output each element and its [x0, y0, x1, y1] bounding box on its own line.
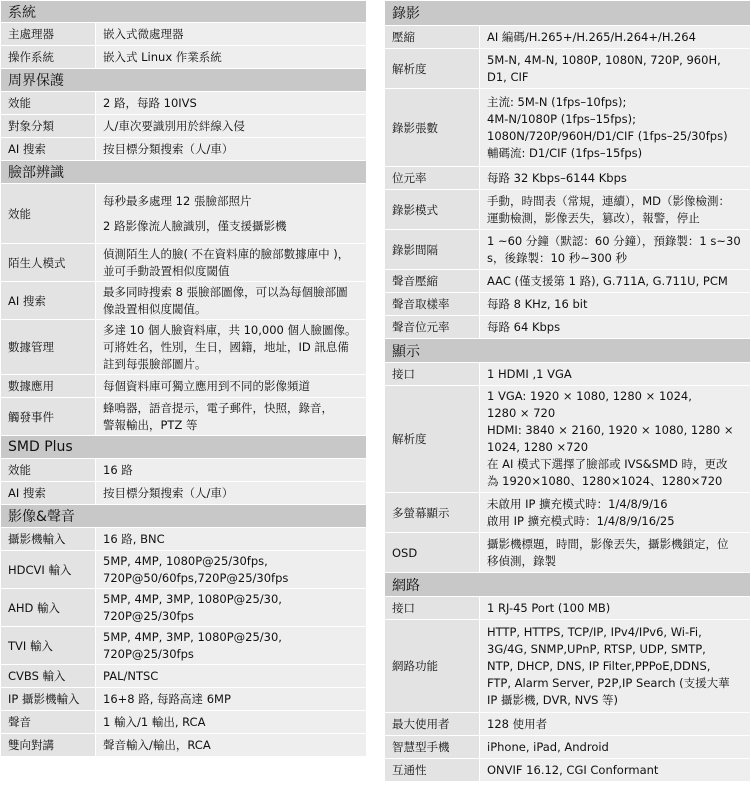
- spec-column-right: [385, 1, 750, 782]
- spec-row: [385, 293, 750, 316]
- spec-row: [385, 713, 750, 736]
- spec-value: [96, 734, 366, 756]
- spec-row: [1, 665, 366, 688]
- section-header: 錄影: [385, 1, 750, 26]
- spec-label: 效能: [1, 92, 96, 114]
- spec-value: [96, 115, 366, 137]
- spec-label: 錄影間隔: [385, 230, 480, 269]
- section-header: 周界保護: [1, 69, 366, 92]
- spec-value: [96, 627, 366, 664]
- spec-value: [96, 551, 366, 588]
- spec-label: 陌生人模式: [1, 244, 96, 281]
- spec-value: [480, 736, 750, 758]
- spec-label: 攝影機輸入: [1, 528, 96, 550]
- spec-value-line: AAC (僅支援第 1 路), G.711A, G.711U, PCM: [487, 273, 728, 288]
- spec-value-line: 1280 × 720: [487, 406, 556, 420]
- spec-row: [1, 627, 366, 665]
- spec-value: [480, 230, 750, 269]
- spec-value-line: 按目標分類搜索（人/車）: [103, 141, 234, 156]
- spec-value-line: 最多同時搜索 8 張臉部圖像，可以為每個臉部圖: [103, 284, 348, 299]
- spec-row: [1, 46, 366, 69]
- spec-value-line: 每秒最多處理 12 張臉部照片: [103, 193, 252, 208]
- spec-value: [480, 759, 750, 781]
- spec-label: 網路功能: [385, 620, 480, 712]
- spec-value-line: 1 ~60 分鐘（默認：60 分鐘），預錄製：1 s~30: [487, 233, 741, 248]
- spec-value-line: s，後錄製：10 秒~300 秒: [487, 250, 628, 265]
- spec-label: 聲音位元率: [385, 316, 480, 338]
- spec-value-line: 每路 8 KHz, 16 bit: [487, 296, 588, 311]
- spec-column-left: [1, 1, 366, 757]
- spec-value: [96, 665, 366, 687]
- spec-value-line: 2 路影像流人臉識別，僅支援攝影機: [103, 218, 287, 233]
- spec-label: 聲音取樣率: [385, 293, 480, 315]
- spec-value-line: 未啟用 IP 擴充模式時：1/4/8/9/16: [487, 496, 668, 511]
- spec-label: TVI 輸入: [1, 627, 96, 664]
- spec-value-line: 1 RJ-45 Port (100 MB): [487, 600, 611, 615]
- spec-label: 互通性: [385, 759, 480, 781]
- spec-value: [96, 244, 366, 281]
- spec-value-line: 像設置相似度閾值。: [103, 301, 207, 316]
- spec-value-line: AI 編碼/H.265+/H.265/H.264+/H.264: [487, 29, 696, 44]
- spec-row: [1, 92, 366, 115]
- spec-label: 接口: [385, 597, 480, 619]
- spec-label: 智慧型手機: [385, 736, 480, 758]
- spec-value-line: 手動，時間表（常規，連續），MD（影像檢測：: [487, 193, 731, 208]
- spec-label: 主處理器: [1, 23, 96, 45]
- spec-row: [1, 551, 366, 589]
- spec-label: AI 搜索: [1, 482, 96, 504]
- spec-value-line: 每路 32 Kbps–6144 Kbps: [487, 170, 627, 185]
- spec-value-line: 720P@25/30fps: [103, 646, 194, 661]
- spec-value-line: 蜂鳴器，語音提示，電子郵件，快照，錄音，: [103, 400, 333, 415]
- section-header: SMD Plus: [1, 436, 366, 459]
- spec-row: [1, 184, 366, 244]
- spec-row: [1, 244, 366, 282]
- spec-label: OSD: [385, 533, 480, 572]
- spec-value-line: 嵌入式 Linux 作業系統: [103, 49, 222, 64]
- spec-row: [1, 320, 366, 375]
- spec-row: [1, 282, 366, 320]
- spec-value-line: 1 VGA: 1920 × 1080, 1280 × 1024,: [487, 389, 692, 403]
- spec-label: 數據管理: [1, 320, 96, 374]
- spec-row: [1, 589, 366, 627]
- spec-value-line: 5MP, 4MP, 3MP, 1080P@25/30,: [103, 591, 282, 606]
- spec-value-line: 128 使用者: [487, 716, 548, 731]
- spec-value-line: 5MP, 4MP, 3MP, 1080P@25/30,: [103, 629, 282, 644]
- spec-row: [385, 270, 750, 293]
- spec-value: [480, 89, 750, 166]
- spec-value: [96, 138, 366, 160]
- spec-value: [96, 375, 366, 397]
- spec-value: [96, 528, 366, 550]
- spec-value: [96, 398, 366, 435]
- spec-value-line: iPhone, iPad, Android: [487, 739, 609, 754]
- spec-row: [1, 115, 366, 138]
- spec-row: [385, 736, 750, 759]
- spec-row: [1, 23, 366, 46]
- spec-value-line: 每個資料庫可獨立應用到不同的影像頻道: [103, 378, 310, 393]
- spec-value: [96, 589, 366, 626]
- spec-value-line: D1, CIF: [487, 69, 529, 84]
- spec-value-line: HTTP, HTTPS, TCP/IP, IPv4/IPv6, Wi-Fi,: [487, 624, 702, 639]
- spec-value-line: 16 路, BNC: [103, 531, 165, 546]
- spec-row: [385, 597, 750, 620]
- section-header: 顯示: [385, 339, 750, 363]
- spec-value-line: 1 輸入/1 輸出, RCA: [103, 714, 206, 729]
- spec-label: 壓縮: [385, 26, 480, 48]
- spec-value-line: NTP, DHCP, DNS, IP Filter,PPPoE,DDNS,: [487, 658, 711, 673]
- spec-value: [96, 482, 366, 504]
- spec-row: [1, 398, 366, 436]
- spec-row: [1, 528, 366, 551]
- spec-row: [385, 49, 750, 89]
- spec-label: 解析度: [385, 386, 480, 492]
- spec-value-line: 1 HDMI ,1 VGA: [487, 366, 572, 381]
- spec-value: [480, 293, 750, 315]
- spec-value-line: 16 路: [103, 462, 133, 477]
- spec-value-line: 聲音輸入/輸出，RCA: [103, 737, 211, 752]
- spec-label: 解析度: [385, 49, 480, 88]
- spec-row: [385, 533, 750, 573]
- spec-value: [480, 713, 750, 735]
- spec-label: HDCVI 輸入: [1, 551, 96, 588]
- spec-label: 效能: [1, 459, 96, 481]
- spec-row: [1, 688, 366, 711]
- spec-value-line: 啟用 IP 擴充模式時：1/4/8/9/16/25: [487, 513, 675, 528]
- spec-row: [385, 620, 750, 713]
- spec-value-line: PAL/NTSC: [103, 668, 159, 683]
- spec-value-line: 輔碼流: D1/CIF (1fps–15fps): [487, 145, 643, 160]
- spec-value-line: 嵌入式微處理器: [103, 26, 184, 41]
- spec-value-line: 5M-N, 4M-N, 1080P, 1080N, 720P, 960H,: [487, 52, 721, 67]
- spec-value: [480, 270, 750, 292]
- spec-row: [1, 375, 366, 398]
- spec-value-line: 偵測陌生人的臉( 不在資料庫的臉部數據庫中 )，: [103, 246, 350, 261]
- spec-value: [480, 386, 750, 492]
- spec-row: [385, 89, 750, 167]
- spec-label: 操作系統: [1, 46, 96, 68]
- spec-value-line: 多達 10 個人臉資料庫，共 10,000 個人臉圖像。: [103, 322, 357, 337]
- spec-row: [385, 759, 750, 782]
- spec-label: AHD 輸入: [1, 589, 96, 626]
- spec-value-line: 警報輸出，PTZ 等: [103, 417, 198, 432]
- spec-value: [96, 92, 366, 114]
- spec-row: [385, 26, 750, 49]
- spec-value: [96, 320, 366, 374]
- spec-value: [96, 282, 366, 319]
- spec-value-line: 註到每張臉部圖片。: [103, 356, 207, 371]
- spec-value-line: 1080N/720P/960H/D1/CIF (1fps–25/30fps): [487, 128, 728, 143]
- spec-label: 雙向對講: [1, 734, 96, 756]
- spec-label: 效能: [1, 184, 96, 243]
- spec-value: [96, 459, 366, 481]
- section-header: 系統: [1, 1, 366, 23]
- spec-row: [1, 482, 366, 505]
- spec-label: CVBS 輸入: [1, 665, 96, 687]
- spec-value-line: FTP, Alarm Server, P2P,IP Search (支援大華: [487, 675, 730, 690]
- spec-value-line: 5MP, 4MP, 1080P@25/30fps,: [103, 553, 268, 568]
- spec-value: [480, 316, 750, 338]
- spec-label: AI 搜索: [1, 138, 96, 160]
- spec-value-line: 4M-N/1080P (1fps–15fps);: [487, 111, 636, 126]
- spec-row: [385, 190, 750, 230]
- spec-value-line: 攝影機標題，時間，影像丟失，攝影機鎖定，位: [487, 536, 729, 551]
- spec-label: 最大使用者: [385, 713, 480, 735]
- spec-value-line: ONVIF 16.12, CGI Conformant: [487, 762, 659, 777]
- spec-value-line: 主流: 5M-N (1fps–10fps);: [487, 94, 627, 109]
- spec-value-line: 按目標分類搜索（人/車）: [103, 485, 234, 500]
- spec-value-line: 16+8 路, 每路高達 6MP: [103, 691, 231, 706]
- spec-value: [480, 49, 750, 88]
- spec-value: [480, 363, 750, 385]
- spec-value-line: 運動檢測，影像丟失，篡改），報警，停止: [487, 210, 700, 225]
- spec-row: [1, 459, 366, 482]
- spec-value-line: HDMI: 3840 × 2160, 1920 × 1080, 1280 ×: [487, 423, 734, 437]
- spec-value: [480, 620, 750, 712]
- spec-row: [1, 138, 366, 161]
- spec-row: [1, 734, 366, 757]
- spec-value: [96, 46, 366, 68]
- spec-value: [96, 688, 366, 710]
- spec-row: [385, 167, 750, 190]
- spec-row: [385, 316, 750, 339]
- spec-row: [385, 386, 750, 493]
- spec-value: [96, 23, 366, 45]
- spec-label: AI 搜索: [1, 282, 96, 319]
- section-header: 影像&聲音: [1, 505, 366, 528]
- spec-label: 聲音壓縮: [385, 270, 480, 292]
- spec-value-line: [103, 210, 362, 218]
- spec-label: IP 攝影機輸入: [1, 688, 96, 710]
- section-header: 臉部辨識: [1, 161, 366, 184]
- spec-value: [480, 167, 750, 189]
- spec-label: 聲音: [1, 711, 96, 733]
- spec-value-line: 1024, 1280 ×720: [487, 440, 589, 454]
- spec-row: [385, 363, 750, 386]
- spec-value: [480, 26, 750, 48]
- spec-row: [385, 230, 750, 270]
- spec-value: [480, 533, 750, 572]
- spec-row: [1, 711, 366, 734]
- spec-row: [385, 493, 750, 533]
- spec-value-line: 為 1920×1080、1280×1024、1280×720: [487, 474, 723, 488]
- spec-label: 多螢幕顯示: [385, 493, 480, 532]
- spec-value-line: 每路 64 Kbps: [487, 319, 561, 334]
- spec-value-line: 2 路，每路 10IVS: [103, 95, 197, 110]
- spec-value-line: 720P@50/60fps,720P@25/30fps: [103, 570, 289, 585]
- spec-value-line: IP 攝影機, DVR, NVS 等): [487, 692, 619, 707]
- spec-label: 對象分類: [1, 115, 96, 137]
- spec-value-line: 人/車次要識別用於絆線入侵: [103, 118, 245, 133]
- spec-value: [480, 597, 750, 619]
- spec-label: 位元率: [385, 167, 480, 189]
- spec-value-line: 移偵測，錄製: [487, 553, 556, 568]
- spec-value: [480, 493, 750, 532]
- spec-label: 接口: [385, 363, 480, 385]
- spec-label: 錄影模式: [385, 190, 480, 229]
- spec-value-line: 並可手動設置相似度閾值: [103, 263, 230, 278]
- spec-value-line: 在 AI 模式下選擇了臉部或 IVS&SMD 時，更改: [487, 457, 728, 471]
- spec-label: 觸發事件: [1, 398, 96, 435]
- section-header: 網路: [385, 573, 750, 597]
- spec-label: 錄影張數: [385, 89, 480, 166]
- spec-value-line: 720P@25/30fps: [103, 608, 194, 623]
- spec-value: [480, 190, 750, 229]
- spec-value: [96, 184, 366, 243]
- spec-value-line: 可將姓名，性別，生日，國籍，地址，ID 訊息備: [103, 339, 349, 354]
- spec-value-line: 3G/4G, SNMP,UPnP, RTSP, UDP, SMTP,: [487, 641, 706, 656]
- spec-value: [96, 711, 366, 733]
- spec-label: 數據應用: [1, 375, 96, 397]
